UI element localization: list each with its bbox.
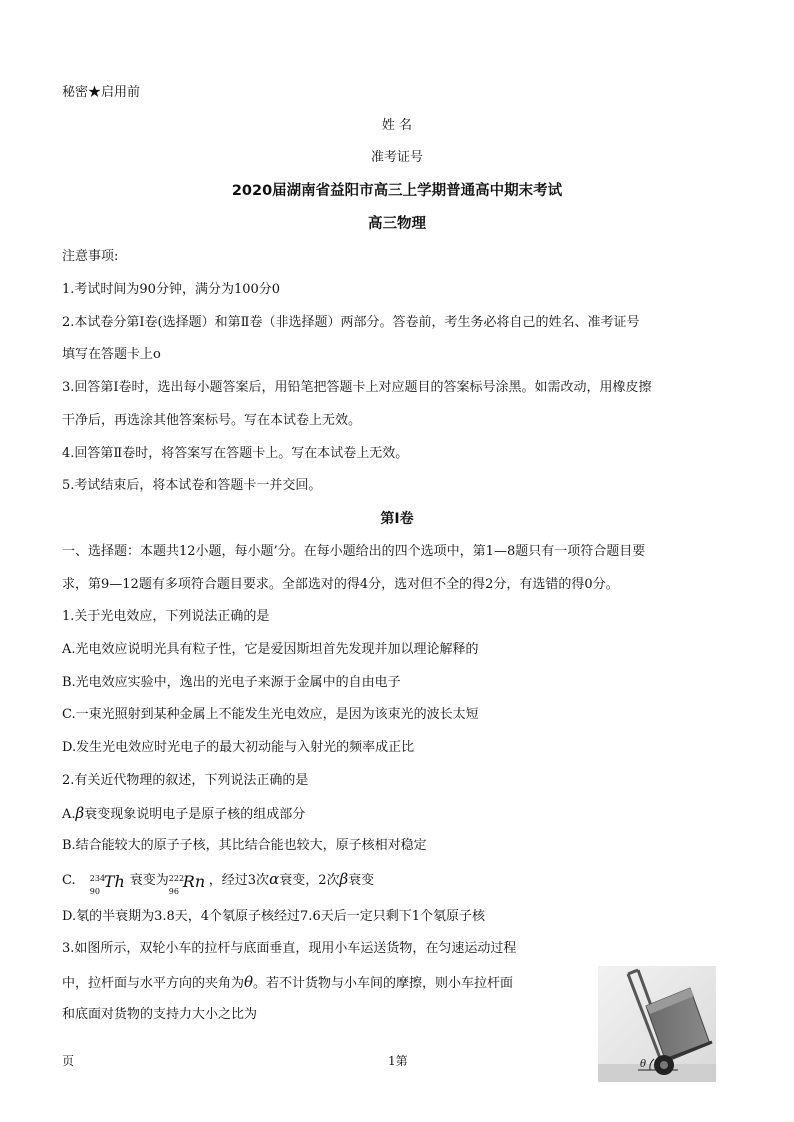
q1-option-c: C.一束光照射到某种金属上不能发生光电效应，是因为该束光的波长太短: [62, 707, 479, 722]
theta-symbol: θ: [244, 973, 254, 991]
note-3b: 干净后，再选涂其他答案标号。写在本试卷上无效。: [62, 413, 362, 428]
q1-option-b: B.光电效应实验中，逸出的光电子来源于金属中的自由电子: [62, 675, 401, 690]
q2-option-a: [62, 804, 305, 824]
radon-nuclide: [168, 870, 209, 896]
radon-atomic-number: 96: [168, 886, 179, 896]
thorium-atomic-number: 90: [89, 886, 100, 896]
q2-a-text: 衰变现象说明电子是原子核的组成部分: [84, 807, 306, 822]
q1-stem: 1.关于光电效应，下列说法正确的是: [62, 609, 270, 624]
thorium-nuclide: [89, 870, 130, 896]
q2-option-b: B.结合能较大的原子子核，其比结合能也较大，原子核相对稳定: [62, 838, 427, 853]
q3-line-2: [62, 973, 513, 993]
q2-c-text1: ，经过3次: [208, 873, 270, 888]
q1-option-d: D.发生光电效应时光电子的最大初动能与入射光的频率成正比: [62, 740, 415, 755]
q1-option-a: A.光电效应说明光具有粒子性，它是爱因斯坦首先发现并加以理论解释的: [62, 642, 479, 657]
alpha-symbol: α: [269, 870, 280, 888]
note-2a: 2.本试卷分第I卷(选择题）和第Ⅱ卷（非选择题）两部分。答卷前，考生务必将自己的姓名、准考证号: [62, 315, 640, 330]
q2-c-text2: 衰变，2次: [279, 873, 340, 888]
section-intro-a: 一、选择题：本题共12小题，每小题’分。在每小题给出的四个选项中，第1—8题只有一项符合题目要: [62, 544, 646, 559]
section-title: 第I卷: [380, 511, 414, 527]
exam-title: 2020届湖南省益阳市高三上学期普通高中期末考试: [231, 183, 563, 199]
hand-truck-figure: [598, 966, 716, 1082]
notes-heading: 注意事项:: [62, 249, 119, 264]
q3-line-2-b: 。若不计货物与小车间的摩擦，则小车拉杆面: [253, 976, 514, 991]
note-3a: 3.回答第I卷时，选出每小题答案后，用铅笔把答题卡上对应题目的答案标号涂黑。如需改动，用橡皮擦: [62, 380, 652, 395]
secret-mark: 秘密★启用前: [62, 85, 141, 100]
q2-stem: 2.有关近代物理的叙述，下列说法正确的是: [62, 773, 309, 788]
thorium-mass-number: 234: [89, 873, 106, 883]
q3-line-1: 3.如图所示，双轮小车的拉杆与底面垂直，现用小车运送货物，在匀速运动过程: [62, 941, 517, 956]
beta-symbol-2: β: [339, 870, 349, 888]
radon-symbol: Rn: [182, 871, 206, 891]
q2-option-d: D.氡的半衰期为3.8天，4个氡原子核经过7.6天后一定只剩下1个氡原子核: [62, 909, 485, 924]
q2-option-c: [62, 868, 375, 896]
q2-c-text3: 衰变: [348, 873, 375, 888]
section-intro-b: 求，第9—12题有多项符合题目要求。全部选对的得4分，选对但不全的得2分，有选错的得0分。: [62, 577, 619, 592]
q2-c-mid: 衰变为: [129, 873, 169, 888]
footer-page-number: 1第: [388, 1054, 408, 1068]
exam-subtitle: 高三物理: [368, 216, 426, 232]
footer-left: 页: [62, 1054, 75, 1068]
beta-symbol: β: [75, 804, 85, 822]
wheel-hub: [660, 1061, 668, 1069]
name-label: 姓 名: [381, 118, 413, 133]
thorium-symbol: Th: [103, 871, 125, 891]
radon-mass-number: 222: [168, 873, 185, 883]
figure-theta-label: θ: [640, 1059, 647, 1070]
note-5: 5.考试结束后，将本试卷和答题卡一并交回。: [62, 478, 322, 493]
q2-a-prefix: A.: [62, 807, 76, 822]
q3-line-2-a: 中，拉杆面与水平方向的夹角为: [62, 976, 245, 991]
note-4: 4.回答第Ⅱ卷时，将答案写在答题卡上。写在本试卷上无效。: [62, 446, 409, 461]
q3-line-3: 和底面对货物的支持力大小之比为: [62, 1007, 258, 1022]
note-2b: 填写在答题卡上o: [62, 347, 161, 362]
note-1: 1.考试时间为90分钟，满分为100分0: [62, 282, 281, 297]
q2-c-prefix: C.: [62, 873, 76, 888]
exam-id-label: 准考证号: [370, 150, 423, 165]
